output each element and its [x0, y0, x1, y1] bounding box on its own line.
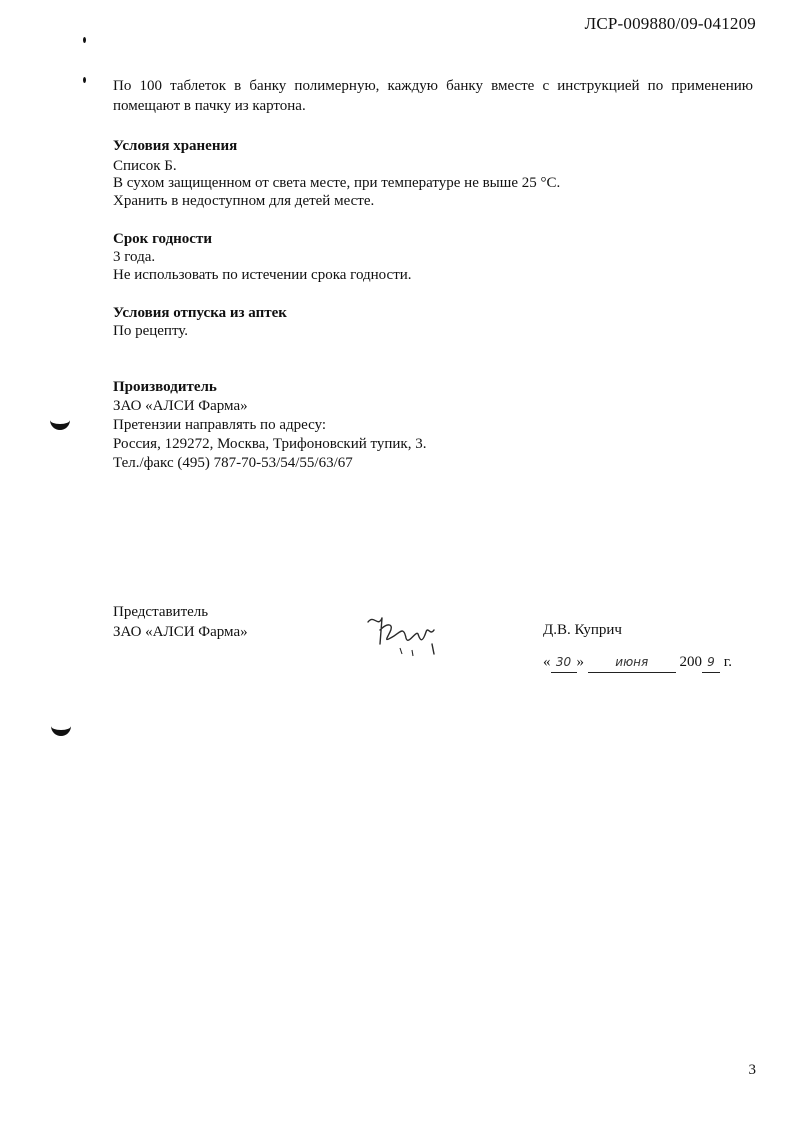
handwritten-signature: [360, 600, 450, 660]
representative-name: Д.В. Куприч: [543, 622, 622, 638]
storage-line: Список Б.: [113, 158, 177, 174]
signature-date: [543, 652, 732, 673]
signature-image: [360, 600, 450, 660]
punch-hole-mark: [51, 720, 71, 736]
storage-line: Хранить в недоступном для детей месте.: [113, 193, 375, 209]
shelf-life-heading: Срок годности: [113, 231, 212, 247]
date-month-field: июня: [588, 652, 676, 673]
representative-title: Представитель: [113, 604, 209, 620]
manufacturer-line: ЗАО «АЛСИ Фарма»: [113, 398, 248, 414]
page-number: 3: [748, 1062, 756, 1078]
manufacturer-line: Россия, 129272, Москва, Трифоновский тупик, 3.: [113, 436, 427, 452]
date-year-suffix-field: 9: [702, 652, 720, 673]
date-year-suffix-label: г.: [723, 654, 732, 670]
date-year-prefix: 200: [679, 654, 702, 670]
dispensing-line: По рецепту.: [113, 323, 189, 339]
date-close-quote: »: [576, 654, 584, 670]
packaging-paragraph: По 100 таблеток в банку полимерную, каждую банку вместе с инструкцией по применению помещают в пачку из картона.: [113, 78, 753, 114]
document-number: ЛСР-009880/09-041209: [584, 14, 756, 33]
shelf-life-line: Не использовать по истечении срока годности.: [113, 267, 412, 283]
manufacturer-heading: Производитель: [113, 379, 217, 395]
punch-hole-mark: [50, 414, 70, 430]
manufacturer-line: Тел./факс (495) 787-70-53/54/55/63/67: [113, 455, 353, 471]
scan-mark-top: [83, 37, 86, 43]
storage-line: В сухом защищенном от света месте, при температуре не выше 25 °С.: [113, 175, 561, 191]
representative-company: ЗАО «АЛСИ Фарма»: [113, 624, 248, 640]
date-day-field: 30: [551, 652, 577, 673]
storage-heading: Условия хранения: [113, 138, 238, 154]
shelf-life-line: 3 года.: [113, 249, 156, 265]
manufacturer-line: Претензии направлять по адресу:: [113, 417, 327, 433]
date-open-quote: «: [543, 654, 551, 670]
dispensing-heading: Условия отпуска из аптек: [113, 305, 287, 321]
scan-mark-top-2: [83, 77, 86, 83]
